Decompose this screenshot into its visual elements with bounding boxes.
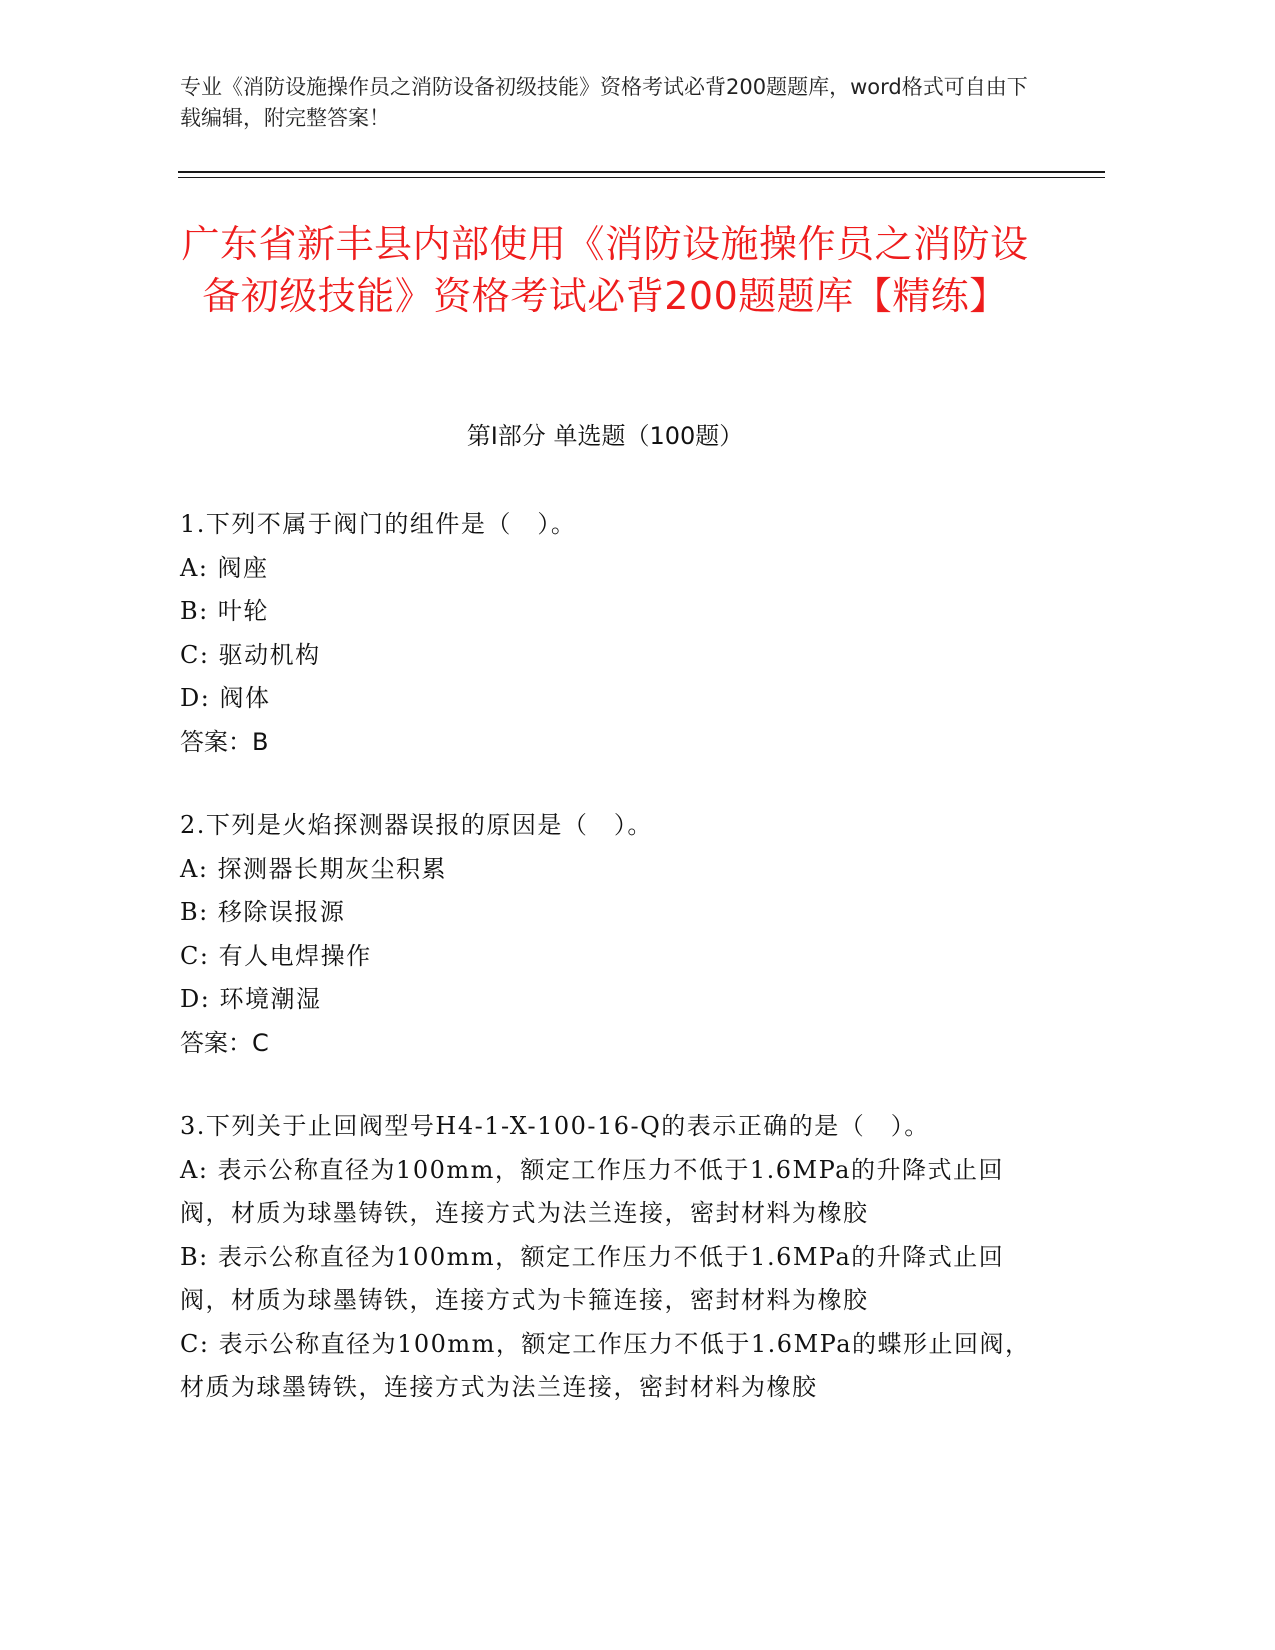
option-d: D: 环境潮湿 xyxy=(180,985,322,1013)
option-a: A: 探测器长期灰尘积累 xyxy=(180,854,448,883)
question-2 xyxy=(180,804,1040,1065)
header-divider-thin xyxy=(178,177,1105,178)
question-list xyxy=(180,503,1040,1450)
option-b: B: 表示公称直径为100mm，额定工作压力不低于1.6MPa的升降式止回阀，材质为球墨铸铁，连接方式为卡箍连接，密封材料为橡胶 xyxy=(180,1242,1005,1314)
header-divider-thick xyxy=(178,171,1105,173)
question-stem: 2.下列是火焰探测器误报的原因是（ ）。 xyxy=(180,811,653,839)
option-a: A: 阀座 xyxy=(180,553,269,582)
option-d: D: 阀体 xyxy=(180,684,271,712)
header-note: 专业《消防设施操作员之消防设备初级技能》资格考试必背200题题库，word格式可自由下载编辑，附完整答案！ xyxy=(180,75,1028,130)
question-stem: 1.下列不属于阀门的组件是（ ）。 xyxy=(180,510,577,538)
option-b: B: 叶轮 xyxy=(180,597,269,625)
option-b: B: 移除误报源 xyxy=(180,898,346,926)
question-3 xyxy=(180,1105,1040,1410)
question-1 xyxy=(180,503,1040,764)
option-c: C: 表示公称直径为100mm，额定工作压力不低于1.6MPa的蝶形止回阀，材质为球墨铸铁，连接方式为法兰连接，密封材料为橡胶 xyxy=(180,1329,1031,1401)
option-c: C: 驱动机构 xyxy=(180,640,321,669)
document-title: 广东省新丰县内部使用《消防设施操作员之消防设备初级技能》资格考试必背200题题库【精练】 xyxy=(181,222,1029,318)
answer: 答案：C xyxy=(180,1028,269,1057)
section-title: 第I部分 单选题（100题） xyxy=(466,422,744,450)
answer: 答案：B xyxy=(180,727,269,756)
option-c: C: 有人电焊操作 xyxy=(180,941,372,970)
option-a: A: 表示公称直径为100mm，额定工作压力不低于1.6MPa的升降式止回阀，材质为球墨铸铁，连接方式为法兰连接，密封材料为橡胶 xyxy=(180,1155,1004,1227)
question-stem: 3.下列关于止回阀型号H4-1-X-100-16-Q的表示正确的是（ ）。 xyxy=(180,1112,930,1140)
